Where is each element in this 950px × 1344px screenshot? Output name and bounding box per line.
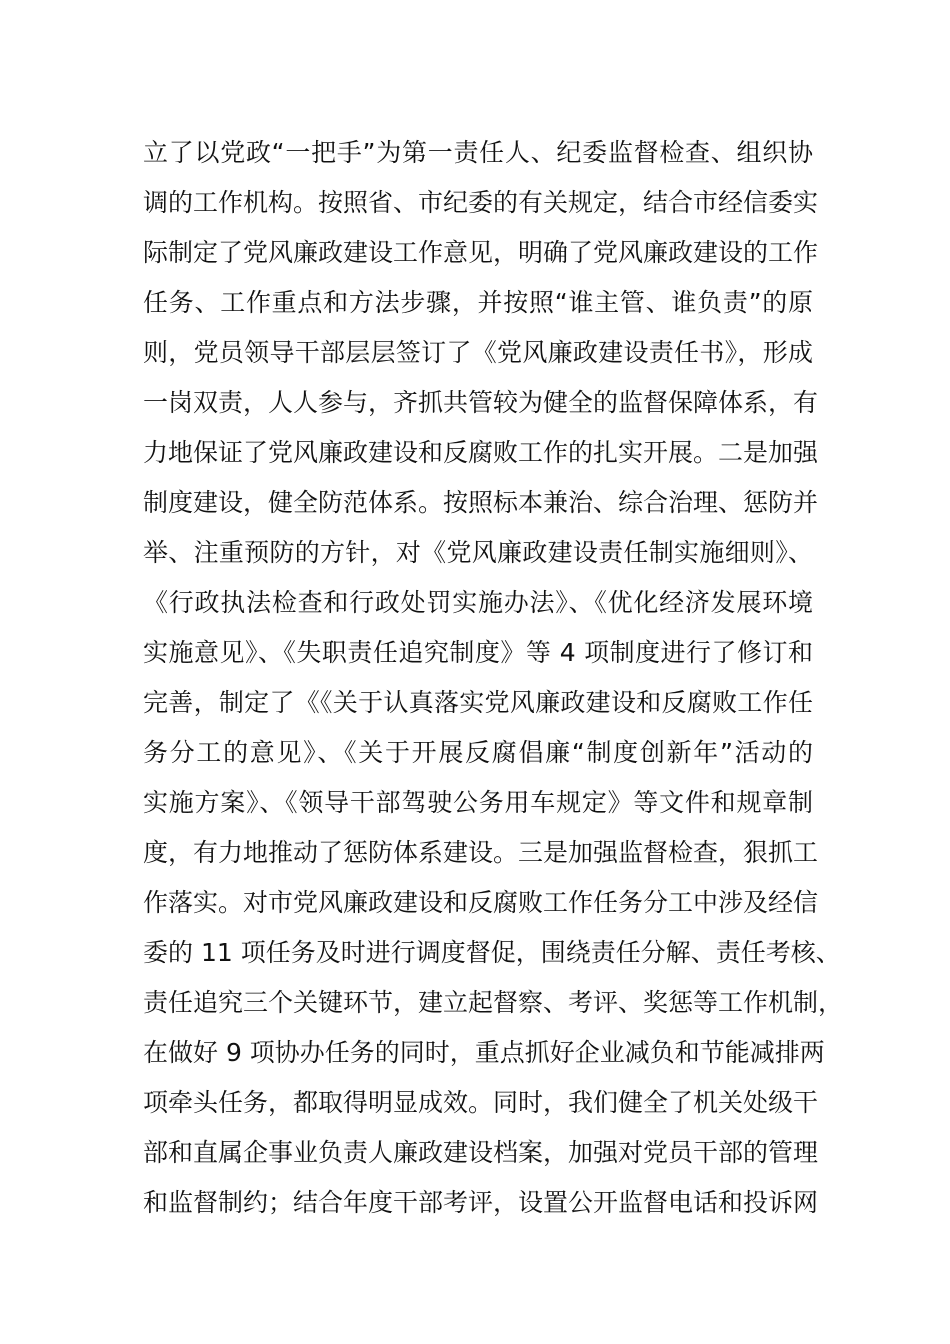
text-line: 一岗双责，人人参与，齐抓共管较为健全的监督保障体系，有 xyxy=(143,388,819,417)
text-line: 实施意见》、《失职责任追究制度》等 4 项制度进行了修订和 xyxy=(143,638,813,667)
text-line: 和监督制约；结合年度干部考评，设置公开监督电话和投诉网 xyxy=(143,1188,819,1217)
text-line: 在做好 9 项协办任务的同时，重点抓好企业减负和节能减排两 xyxy=(143,1038,825,1067)
text-line: 务分工的意见》、《关于开展反腐倡廉“制度创新年”活动的 xyxy=(143,738,813,767)
text-line: 举、注重预防的方针，对《党风廉政建设责任制实施细则》、 xyxy=(143,538,813,567)
text-line: 《行政执法检查和行政处罚实施办法》、《优化经济发展环境 xyxy=(143,588,813,617)
text-line: 完善，制定了《《关于认真落实党风廉政建设和反腐败工作任 xyxy=(143,688,813,717)
text-line: 实施方案》、《领导干部驾驶公务用车规定》等文件和规章制 xyxy=(143,788,813,817)
body-paragraph xyxy=(143,128,844,1228)
text-line: 作落实。对市党风廉政建设和反腐败工作任务分工中涉及经信 xyxy=(143,888,819,917)
text-line: 制度建设，健全防范体系。按照标本兼治、综合治理、惩防并 xyxy=(143,488,819,517)
text-line: 调的工作机构。按照省、市纪委的有关规定，结合市经信委实 xyxy=(143,188,819,217)
text-line: 任务、工作重点和方法步骤，并按照“谁主管、谁负责”的原 xyxy=(143,288,813,317)
text-line: 责任追究三个关键环节，建立起督察、考评、奖惩等工作机制， xyxy=(143,988,844,1017)
text-line: 委的 11 项任务及时进行调度督促，围绕责任分解、责任考核、 xyxy=(143,938,841,967)
text-line: 际制定了党风廉政建设工作意见，明确了党风廉政建设的工作 xyxy=(143,238,819,267)
text-line: 力地保证了党风廉政建设和反腐败工作的扎实开展。二是加强 xyxy=(143,438,819,467)
text-line: 立了以党政“一把手”为第一责任人、纪委监督检查、组织协 xyxy=(143,138,813,167)
text-line: 度，有力地推动了惩防体系建设。三是加强监督检查，狠抓工 xyxy=(143,838,819,867)
text-line: 项牵头任务，都取得明显成效。同时，我们健全了机关处级干 xyxy=(143,1088,819,1117)
text-line: 则，党员领导干部层层签订了《党风廉政建设责任书》，形成 xyxy=(143,338,813,367)
text-line: 部和直属企事业负责人廉政建设档案，加强对党员干部的管理 xyxy=(143,1138,819,1167)
